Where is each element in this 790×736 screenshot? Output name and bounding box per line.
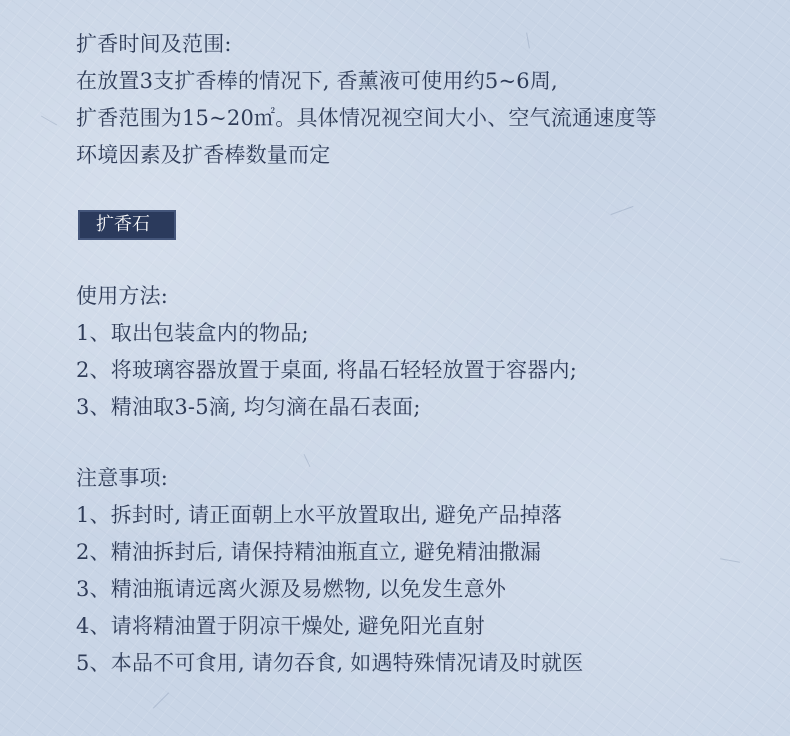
- note-item: 5、本品不可食用, 请勿吞食, 如遇特殊情况请及时就医: [76, 651, 584, 675]
- note-item: 2、精油拆封后, 请保持精油瓶直立, 避免精油撒漏: [76, 540, 542, 564]
- product-instructions: [76, 26, 766, 682]
- range-section: [76, 26, 766, 174]
- notes-section: [76, 460, 766, 682]
- usage-step: 2、将玻璃容器放置于桌面, 将晶石轻轻放置于容器内;: [76, 358, 577, 382]
- paper-fiber: [153, 692, 169, 708]
- section-badge-diffuser-stone: 扩香石: [78, 210, 176, 240]
- range-line: 在放置3支扩香棒的情况下, 香薰液可使用约5~6周,: [76, 69, 558, 93]
- usage-step: 3、精油取3-5滴, 均匀滴在晶石表面;: [76, 395, 421, 419]
- range-heading: 扩香时间及范围:: [76, 32, 232, 56]
- usage-step: 1、取出包装盒内的物品;: [76, 321, 309, 345]
- range-line: 扩香范围为15~20㎡。具体情况视空间大小、空气流通速度等: [76, 106, 657, 130]
- usage-heading: 使用方法:: [76, 284, 169, 308]
- note-item: 1、拆封时, 请正面朝上水平放置取出, 避免产品掉落: [76, 503, 563, 527]
- paper-fiber: [41, 116, 57, 126]
- note-item: 3、精油瓶请远离火源及易燃物, 以免发生意外: [76, 577, 507, 601]
- note-item: 4、请将精油置于阴凉干燥处, 避免阳光直射: [76, 614, 485, 638]
- notes-heading: 注意事项:: [76, 466, 169, 490]
- usage-section: [76, 278, 766, 426]
- range-line: 环境因素及扩香棒数量而定: [76, 143, 331, 167]
